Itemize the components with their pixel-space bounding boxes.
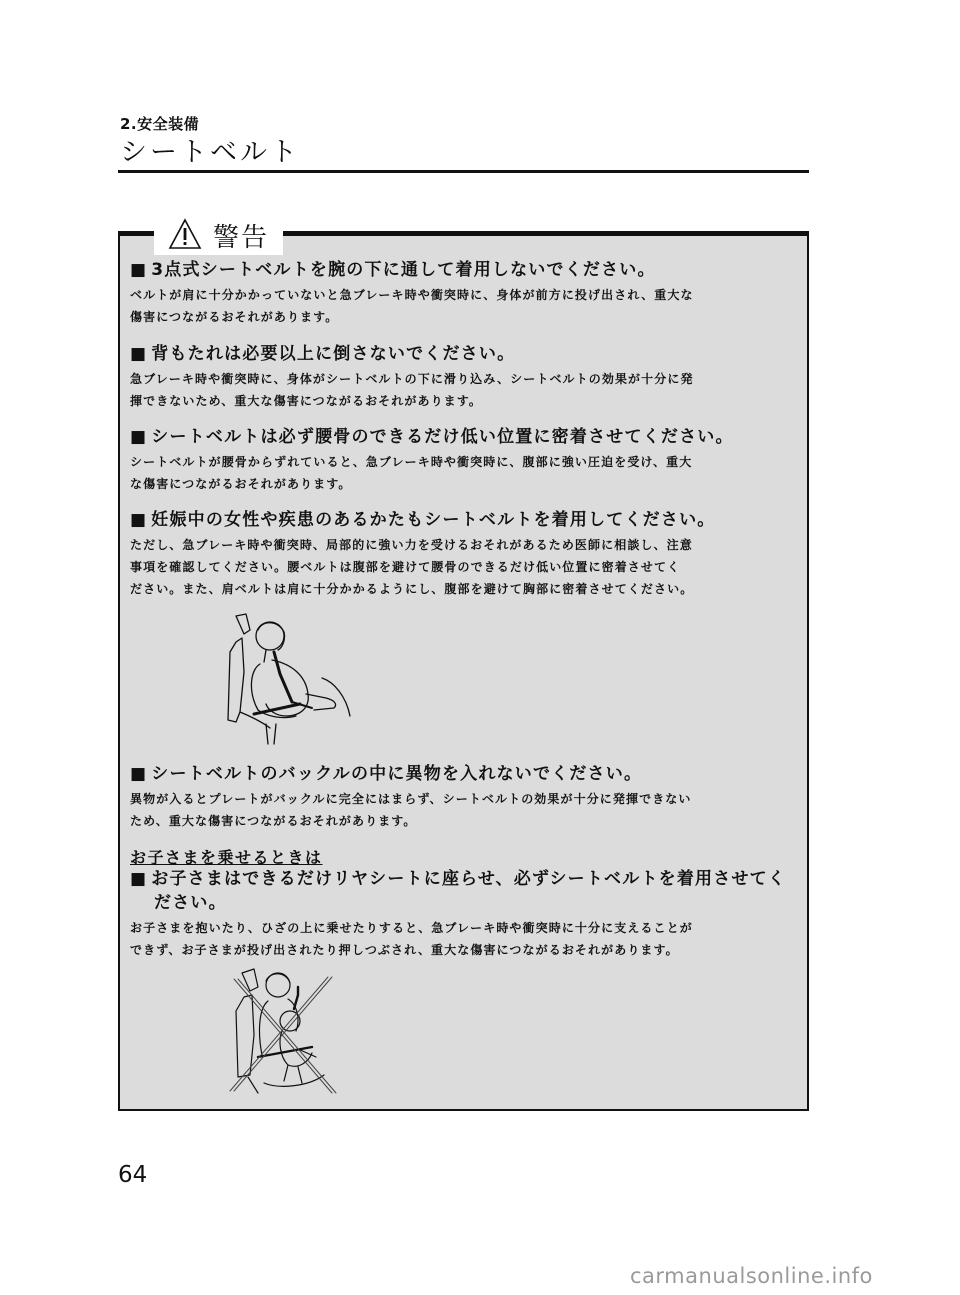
warning-item-children [130, 867, 802, 961]
bullet-square-icon: ■ [130, 260, 148, 280]
warning-item [130, 258, 802, 328]
warning-item-heading: ■ お子さまはできるだけリヤシートに座らせ、必ずシートベルトを着用させてく [130, 869, 787, 889]
page-number: 64 [118, 1162, 148, 1188]
warning-item-heading: ■ 3点式シートベルトを腕の下に通して着用しないでください。 [130, 260, 656, 280]
warning-box-top-border-right [283, 231, 809, 236]
bullet-square-icon: ■ [130, 344, 148, 364]
bullet-square-icon: ■ [130, 427, 148, 447]
warning-item-heading: ■ シートベルトは必ず腰骨のできるだけ低い位置に密着させてください。 [130, 427, 734, 447]
warning-triangle-icon [168, 218, 202, 250]
warning-item [130, 762, 802, 832]
page-title: シートベルト [120, 137, 300, 168]
section-label: 2.安全装備 [120, 115, 200, 133]
title-divider [118, 170, 809, 173]
warning-item-body: ベルトが肩に十分かかっていないと急ブレーキ時や衝突時に、身体が前方に投げ出され、重大な 傷害につながるおそれがあります。 [130, 288, 694, 324]
bullet-square-icon: ■ [130, 764, 148, 784]
pregnant-woman-seatbelt-illustration [222, 612, 362, 747]
warning-item [130, 508, 802, 600]
warning-item-body: シートベルトが腰骨からずれていると、急ブレーキ時や衝突時に、腹部に強い圧迫を受け、重大 な傷害につながるおそれがあります。 [130, 455, 693, 491]
warning-item-heading-cont: ださい。 [154, 893, 227, 913]
warning-item [130, 342, 802, 412]
bullet-square-icon: ■ [130, 869, 148, 889]
warning-item-heading: ■ 妊娠中の女性や疾患のあるかたもシートベルトを着用してください。 [130, 510, 716, 530]
warning-title: 警告 [213, 223, 270, 253]
watermark: carmanualsonline.info [630, 1264, 873, 1288]
warning-item-body: 異物が入るとプレートがバックルに完全にはまらず、シートベルトの効果が十分に発揮できない ため、重大な傷害につながるおそれがあります。 [130, 792, 692, 828]
warning-item-body: 急ブレーキ時や衝突時に、身体がシートベルトの下に滑り込み、シートベルトの効果が十分に発 揮できないため、重大な傷害につながるおそれがあります。 [130, 372, 694, 408]
warning-item-heading: ■ 背もたれは必要以上に倒さないでください。 [130, 344, 516, 364]
warning-item-body: お子さまを抱いたり、ひざの上に乗せたりすると、急ブレーキ時や衝突時に十分に支えることが できず、お子さまが投げ出されたり押しつぶされ、重大な傷害につながるおそれがあります。 [130, 921, 693, 957]
warning-item-body: ただし、急ブレーキ時や衝突時、局部的に強い力を受けるおそれがあるため医師に相談し、注意 事項を確認してください。腰ベルトは腹部を避けて腰骨のできるだけ低い位置に密着させてく ださい。また、肩ベルトは肩に十分かかるようにし、腹部を避けて胸部に密着させてください。 [130, 538, 694, 596]
child-on-lap-prohibited-illustration [228, 965, 338, 1100]
warning-box-top-border-left [118, 231, 154, 236]
bullet-square-icon: ■ [130, 510, 148, 530]
warning-item-heading: ■ シートベルトのバックルの中に異物を入れないでください。 [130, 764, 643, 784]
children-subheading: お子さまを乗せるときは [130, 848, 323, 867]
warning-item [130, 425, 802, 495]
